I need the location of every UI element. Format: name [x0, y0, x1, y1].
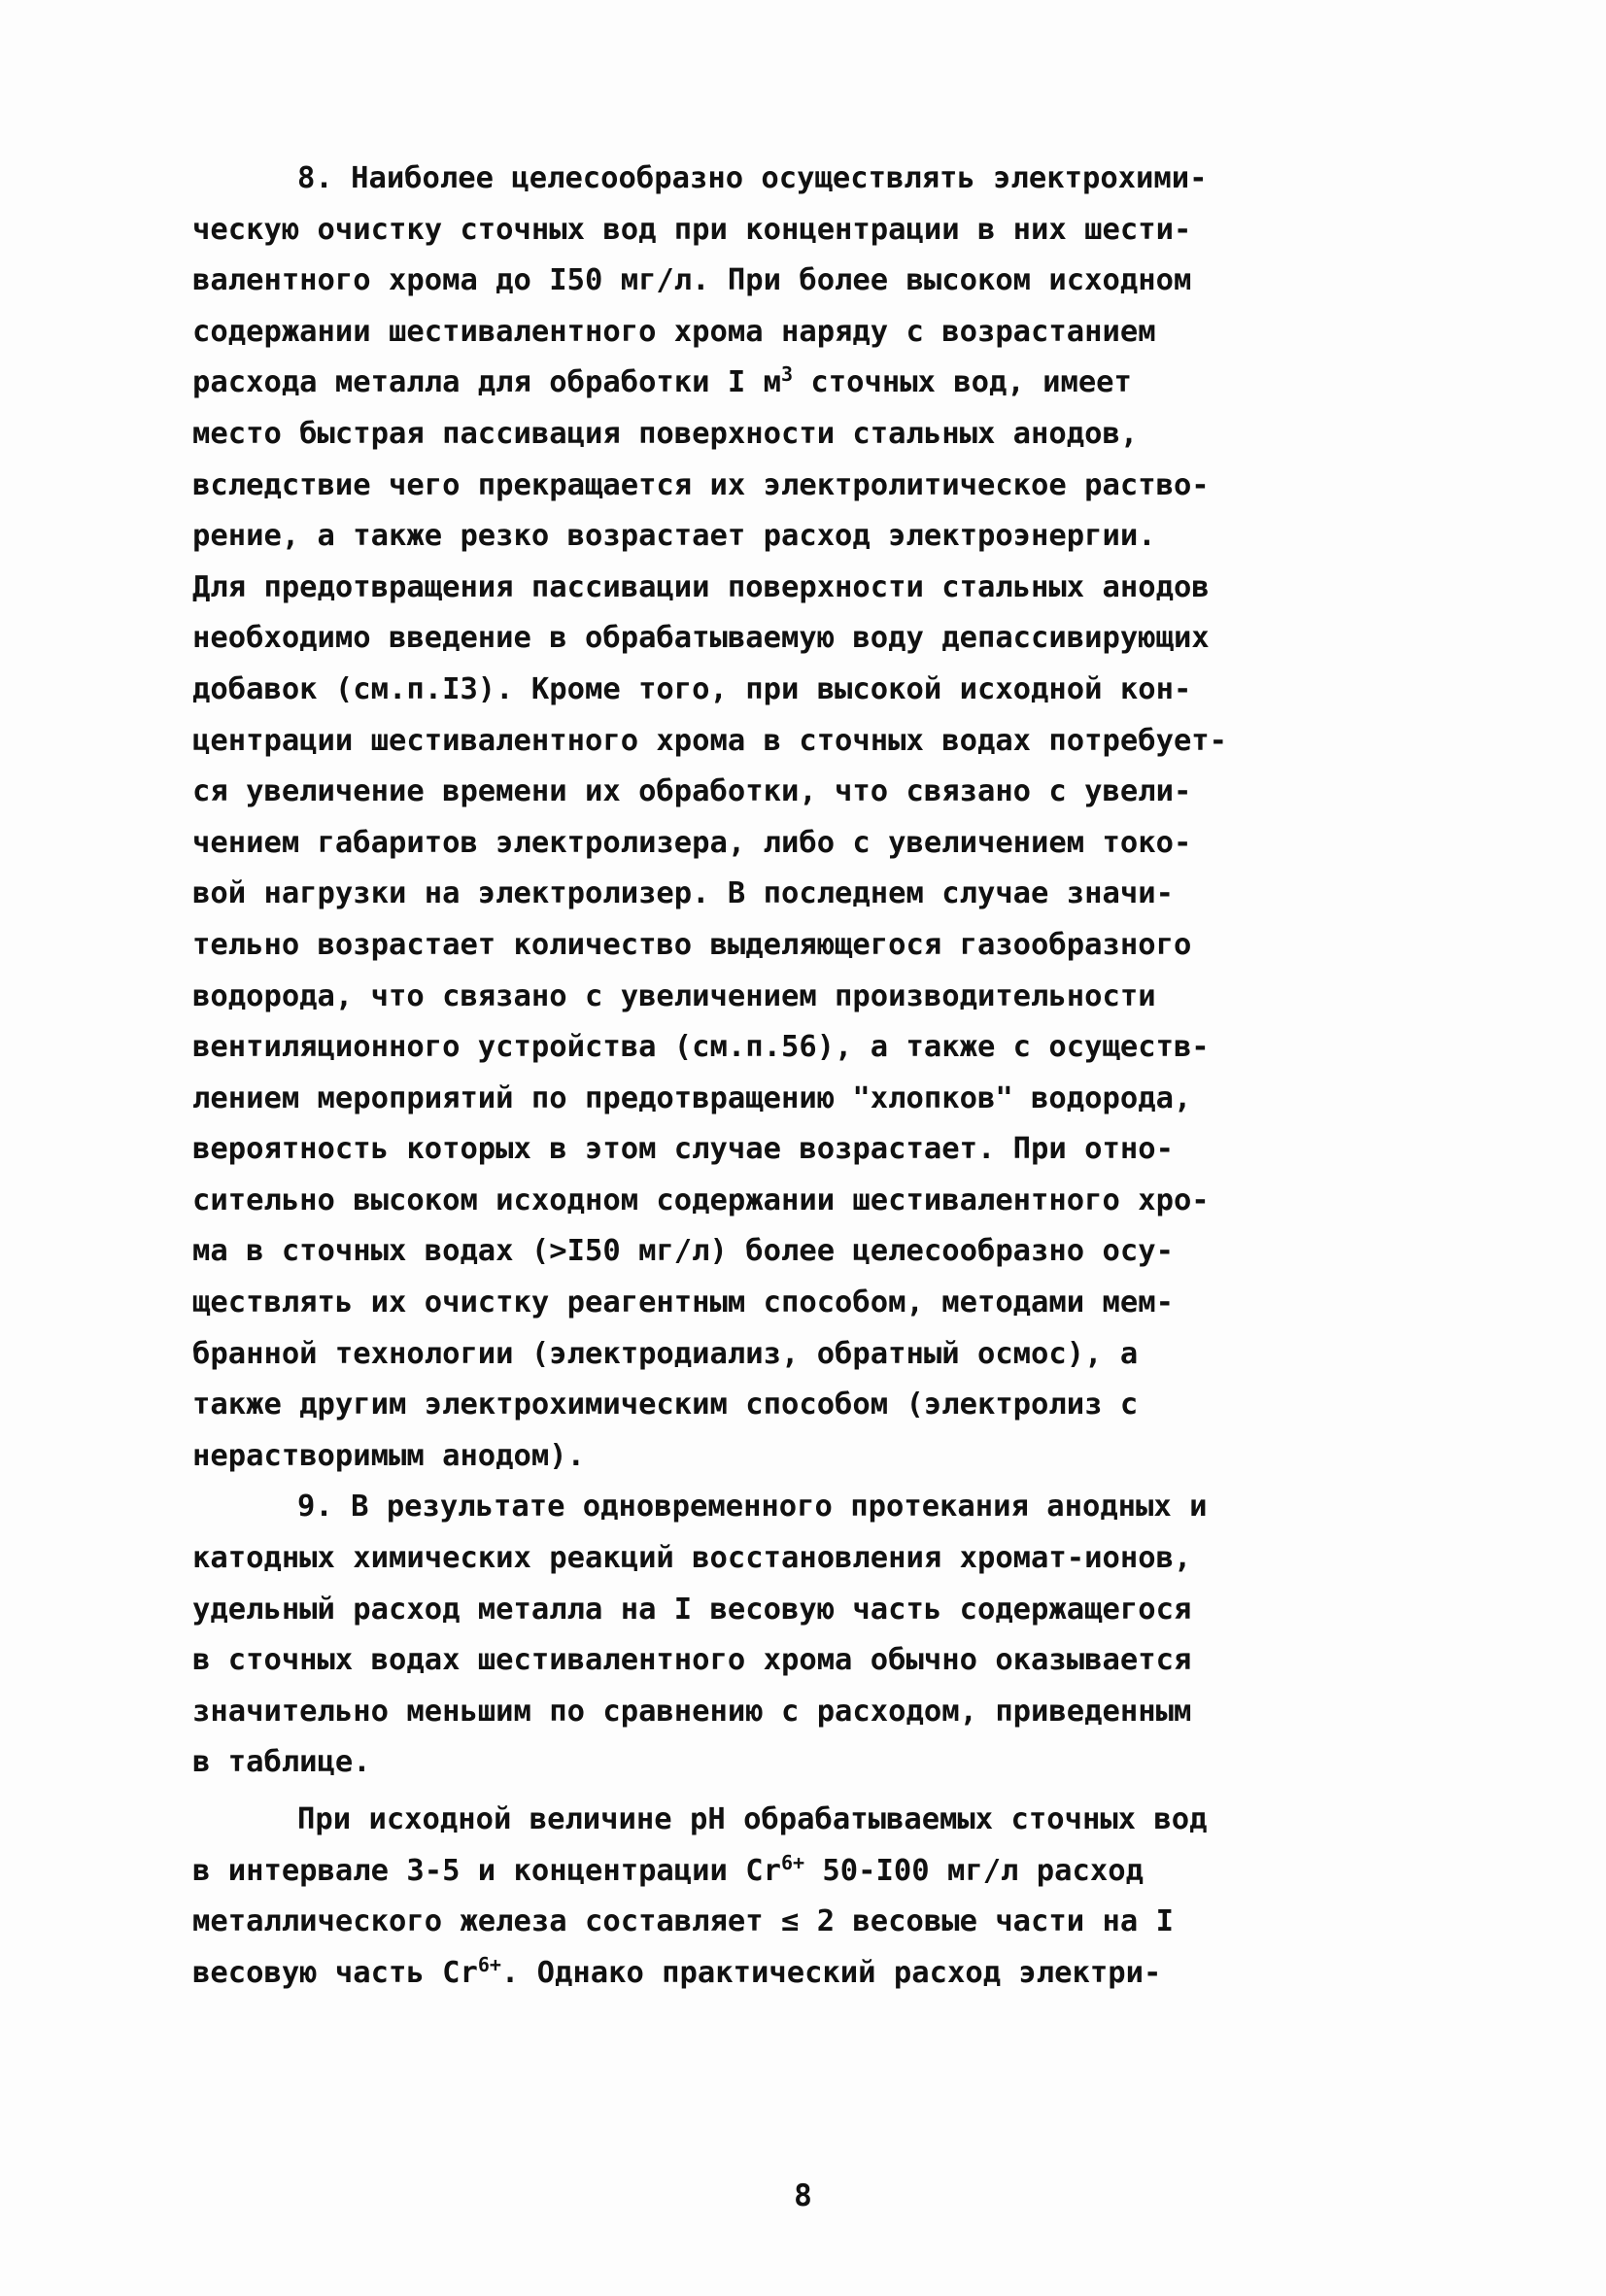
text-line: вероятность которых в этом случае возрастает. При отно-: [192, 1132, 1174, 1167]
superscript: 6+: [780, 1850, 805, 1874]
text-line: вследствие чего прекращается их электролитическое раство-: [192, 467, 1210, 502]
text-line: сительно высоком исходном содержании шестивалентного хро-: [192, 1182, 1210, 1217]
text-line: добавок (см.п.I3). Кроме того, при высокой исходной кон-: [192, 671, 1192, 706]
text-line: удельный расход металла на I весовую часть содержащегося: [192, 1592, 1192, 1627]
text-line: также другим электрохимическим способом (электролиз с: [192, 1388, 1139, 1422]
text-line: необходимо введение в обрабатываемую воду депассивирующих: [192, 621, 1210, 656]
text-line: лением мероприятий по предотвращению "хлопков" водорода,: [192, 1080, 1192, 1115]
text-line: в сточных водах шестивалентного хрома обычно оказывается: [192, 1643, 1192, 1678]
text-line: водорода, что связано с увеличением производительности: [192, 978, 1156, 1013]
text-line: чением габаритов электролизера, либо с увеличением токо-: [192, 825, 1192, 860]
text-line: катодных химических реакций восстановления хромат-ионов,: [192, 1541, 1192, 1576]
superscript: 6+: [477, 1952, 501, 1976]
text-line: ществлять их очистку реагентным способом, методами мем-: [192, 1285, 1174, 1320]
text-line: центрации шестивалентного хрома в сточных водах потребует-: [192, 723, 1228, 758]
text-line: При исходной величине pH обрабатываемых сточных вод: [297, 1802, 1208, 1836]
text-line: в таблице.: [192, 1745, 371, 1780]
text-line: вентиляционного устройства (см.п.56), а также с осуществ-: [192, 1030, 1210, 1065]
text-line: тельно возрастает количество выделяющегося газообразного: [192, 927, 1192, 962]
text-line: рение, а также резко возрастает расход электроэнергии.: [192, 519, 1156, 554]
text-line: нерастворимым анодом).: [192, 1438, 585, 1473]
text-line: ческую очистку сточных вод при концентрации в них шести-: [192, 212, 1192, 247]
superscript: 3: [780, 362, 794, 387]
text-line: место быстрая пассивация поверхности стальных анодов,: [192, 416, 1139, 451]
text-line: Для предотвращения пассивации поверхности стальных анодов: [192, 569, 1210, 604]
text-line-with-superscript: [192, 358, 1485, 409]
text-line: значительно меньшим по сравнению с расходом, приведенным: [192, 1694, 1192, 1729]
text-line: ма в сточных водах (>I50 мг/л) более целесообразно осу-: [192, 1234, 1174, 1269]
page-number: 8: [794, 2178, 812, 2213]
text-fragment: расхода металла для обработки I м: [192, 365, 781, 400]
text-line-with-superscript: [192, 1948, 1485, 2000]
text-fragment: 50-I00 мг/л расход: [804, 1853, 1144, 1888]
text-line: содержании шестивалентного хрома наряду с возрастанием: [192, 314, 1156, 349]
text-line: вой нагрузки на электролизер. В последнем случае значи-: [192, 876, 1174, 911]
text-line: металлического железа составляет ≤ 2 весовые части на I: [192, 1904, 1174, 1939]
text-fragment: . Однако практический расход электри-: [500, 1955, 1162, 1990]
body-text: [192, 154, 1485, 1999]
text-fragment: в интервале 3-5 и концентрации Cr: [192, 1853, 781, 1888]
text-line: 9. В результате одновременного протекания анодных и: [297, 1490, 1208, 1525]
text-fragment: весовую часть Cr: [192, 1955, 478, 1990]
text-line: валентного хрома до I50 мг/л. При более высоком исходном: [192, 263, 1192, 298]
text-line-with-superscript: [192, 1846, 1485, 1898]
text-fragment: сточных вод, имеет: [793, 365, 1132, 400]
text-line: 8. Наиболее целесообразно осуществлять электрохими-: [297, 161, 1208, 195]
text-line: ся увеличение времени их обработки, что связано с увели-: [192, 774, 1192, 809]
text-line: бранной технологии (электродиализ, обратный осмос), а: [192, 1336, 1139, 1371]
